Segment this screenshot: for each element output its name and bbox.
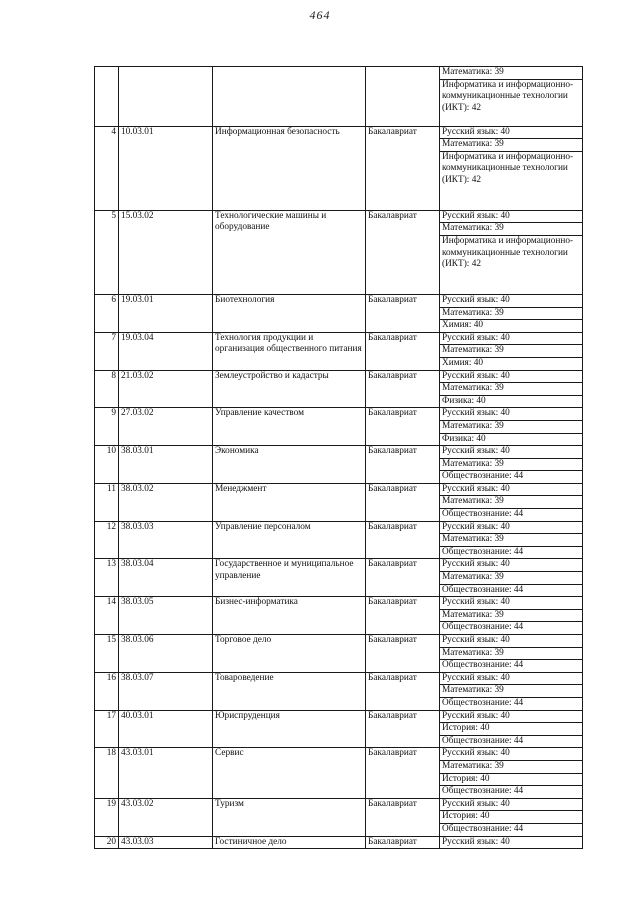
exam-requirement: Математика: 39	[440, 760, 583, 773]
exam-requirement: Обществознание: 44	[440, 786, 583, 799]
exam-requirement: Русский язык: 40	[440, 836, 583, 849]
program-name: Экономика	[213, 446, 366, 484]
row-number: 20	[95, 836, 119, 849]
education-level: Бакалавриат	[366, 798, 440, 836]
table-row	[95, 67, 583, 80]
exam-requirement: Русский язык: 40	[440, 294, 583, 307]
exam-requirement: Математика: 39	[440, 458, 583, 471]
table-row	[95, 408, 583, 421]
program-code: 19.03.01	[119, 294, 213, 332]
table-row	[95, 210, 583, 223]
exam-requirement: Русский язык: 40	[440, 210, 583, 223]
program-name: Землеустройство и кадастры	[213, 370, 366, 408]
exam-requirement: Русский язык: 40	[440, 370, 583, 383]
program-code: 19.03.04	[119, 332, 213, 370]
exam-requirement: Математика: 39	[440, 685, 583, 698]
program-code: 10.03.01	[119, 126, 213, 210]
exam-requirement: Математика: 39	[440, 383, 583, 396]
program-name	[213, 67, 366, 127]
exam-requirement: Математика: 39	[440, 139, 583, 152]
education-level: Бакалавриат	[366, 126, 440, 210]
row-number: 12	[95, 521, 119, 559]
row-number: 17	[95, 710, 119, 748]
exam-requirement: Математика: 39	[440, 307, 583, 320]
exam-requirement: Математика: 39	[440, 647, 583, 660]
program-name: Информационная безопасность	[213, 126, 366, 210]
education-level: Бакалавриат	[366, 370, 440, 408]
exam-requirement: Информатика и информационно-коммуникационные технологии (ИКТ): 42	[440, 235, 583, 294]
program-code: 40.03.01	[119, 710, 213, 748]
education-level	[366, 67, 440, 127]
row-number: 16	[95, 672, 119, 710]
exam-requirement: Русский язык: 40	[440, 748, 583, 761]
exam-requirement: Информатика и информационно-коммуникационные технологии (ИКТ): 42	[440, 79, 583, 126]
exam-requirement: Математика: 39	[440, 572, 583, 585]
table-row	[95, 672, 583, 685]
exam-requirement: Математика: 39	[440, 534, 583, 547]
program-code: 38.03.07	[119, 672, 213, 710]
program-code: 38.03.03	[119, 521, 213, 559]
education-level: Бакалавриат	[366, 408, 440, 446]
program-name: Бизнес-информатика	[213, 597, 366, 635]
education-level: Бакалавриат	[366, 332, 440, 370]
program-name: Туризм	[213, 798, 366, 836]
education-level: Бакалавриат	[366, 597, 440, 635]
education-level: Бакалавриат	[366, 672, 440, 710]
exam-requirement: Математика: 39	[440, 420, 583, 433]
program-name: Торговое дело	[213, 635, 366, 673]
exam-requirement: Обществознание: 44	[440, 471, 583, 484]
row-number: 19	[95, 798, 119, 836]
program-code: 15.03.02	[119, 210, 213, 294]
education-level: Бакалавриат	[366, 483, 440, 521]
table-row	[95, 559, 583, 572]
program-name: Технология продукции и организация общественного питания	[213, 332, 366, 370]
exam-requirement: Физика: 40	[440, 395, 583, 408]
exam-requirement: Химия: 40	[440, 320, 583, 333]
table-row	[95, 748, 583, 761]
program-code: 43.03.02	[119, 798, 213, 836]
education-level: Бакалавриат	[366, 559, 440, 597]
exam-requirement: Математика: 39	[440, 67, 583, 80]
exam-requirement: Русский язык: 40	[440, 672, 583, 685]
exam-requirement: Русский язык: 40	[440, 332, 583, 345]
exam-requirement: Математика: 39	[440, 496, 583, 509]
program-name: Государственное и муниципальное управление	[213, 559, 366, 597]
exam-requirement: Русский язык: 40	[440, 446, 583, 459]
row-number: 5	[95, 210, 119, 294]
education-level: Бакалавриат	[366, 294, 440, 332]
program-code: 38.03.01	[119, 446, 213, 484]
education-level: Бакалавриат	[366, 521, 440, 559]
exam-requirement: История: 40	[440, 723, 583, 736]
exam-requirement: Русский язык: 40	[440, 408, 583, 421]
program-code: 43.03.03	[119, 836, 213, 849]
exam-requirement: Обществознание: 44	[440, 735, 583, 748]
program-code: 38.03.02	[119, 483, 213, 521]
row-number: 15	[95, 635, 119, 673]
exam-requirement: Русский язык: 40	[440, 597, 583, 610]
education-level: Бакалавриат	[366, 748, 440, 798]
row-number: 10	[95, 446, 119, 484]
row-number: 4	[95, 126, 119, 210]
education-level: Бакалавриат	[366, 446, 440, 484]
table-body	[95, 67, 583, 849]
row-number: 11	[95, 483, 119, 521]
table-row	[95, 370, 583, 383]
program-name: Управление персоналом	[213, 521, 366, 559]
exam-requirement: История: 40	[440, 811, 583, 824]
program-name: Юриспруденция	[213, 710, 366, 748]
program-name: Гостиничное дело	[213, 836, 366, 849]
exam-requirement: Русский язык: 40	[440, 483, 583, 496]
exam-requirement: Обществознание: 44	[440, 660, 583, 673]
table-row	[95, 332, 583, 345]
program-code: 27.03.02	[119, 408, 213, 446]
exam-requirement: Математика: 39	[440, 223, 583, 236]
row-number: 14	[95, 597, 119, 635]
program-name: Биотехнология	[213, 294, 366, 332]
exam-requirement: Математика: 39	[440, 345, 583, 358]
exam-requirement: Обществознание: 44	[440, 546, 583, 559]
table-row	[95, 521, 583, 534]
program-name: Технологические машины и оборудование	[213, 210, 366, 294]
education-level: Бакалавриат	[366, 710, 440, 748]
exam-requirement: Обществознание: 44	[440, 697, 583, 710]
program-name: Товароведение	[213, 672, 366, 710]
row-number: 13	[95, 559, 119, 597]
program-name: Сервис	[213, 748, 366, 798]
row-number: 18	[95, 748, 119, 798]
exam-requirement: Химия: 40	[440, 357, 583, 370]
page-number: 464	[309, 8, 331, 22]
program-name: Менеджмент	[213, 483, 366, 521]
exam-requirement: Русский язык: 40	[440, 521, 583, 534]
table-row	[95, 294, 583, 307]
table-row	[95, 836, 583, 849]
table-row	[95, 798, 583, 811]
exam-requirement: Русский язык: 40	[440, 635, 583, 648]
table-row	[95, 446, 583, 459]
exam-requirement: Математика: 39	[440, 609, 583, 622]
row-number	[95, 67, 119, 127]
program-code: 38.03.04	[119, 559, 213, 597]
row-number: 9	[95, 408, 119, 446]
education-level: Бакалавриат	[366, 836, 440, 849]
program-code: 43.03.01	[119, 748, 213, 798]
program-code	[119, 67, 213, 127]
program-name: Управление качеством	[213, 408, 366, 446]
row-number: 6	[95, 294, 119, 332]
row-number: 8	[95, 370, 119, 408]
exam-requirement: Физика: 40	[440, 433, 583, 446]
exam-requirement: Обществознание: 44	[440, 622, 583, 635]
exam-requirement: Русский язык: 40	[440, 559, 583, 572]
table-row	[95, 126, 583, 139]
exam-requirement: Русский язык: 40	[440, 126, 583, 139]
program-code: 38.03.06	[119, 635, 213, 673]
program-code: 38.03.05	[119, 597, 213, 635]
exam-requirement: Обществознание: 44	[440, 584, 583, 597]
education-level: Бакалавриат	[366, 210, 440, 294]
row-number: 7	[95, 332, 119, 370]
exam-requirement: Русский язык: 40	[440, 710, 583, 723]
table-row	[95, 635, 583, 648]
admission-requirements-table	[94, 66, 583, 849]
table-row	[95, 597, 583, 610]
exam-requirement: Обществознание: 44	[440, 823, 583, 836]
table-row	[95, 483, 583, 496]
education-level: Бакалавриат	[366, 635, 440, 673]
exam-requirement: Обществознание: 44	[440, 509, 583, 522]
exam-requirement: Информатика и информационно-коммуникационные технологии (ИКТ): 42	[440, 151, 583, 210]
exam-requirement: Русский язык: 40	[440, 798, 583, 811]
table-row	[95, 710, 583, 723]
exam-requirement: История: 40	[440, 773, 583, 786]
program-code: 21.03.02	[119, 370, 213, 408]
